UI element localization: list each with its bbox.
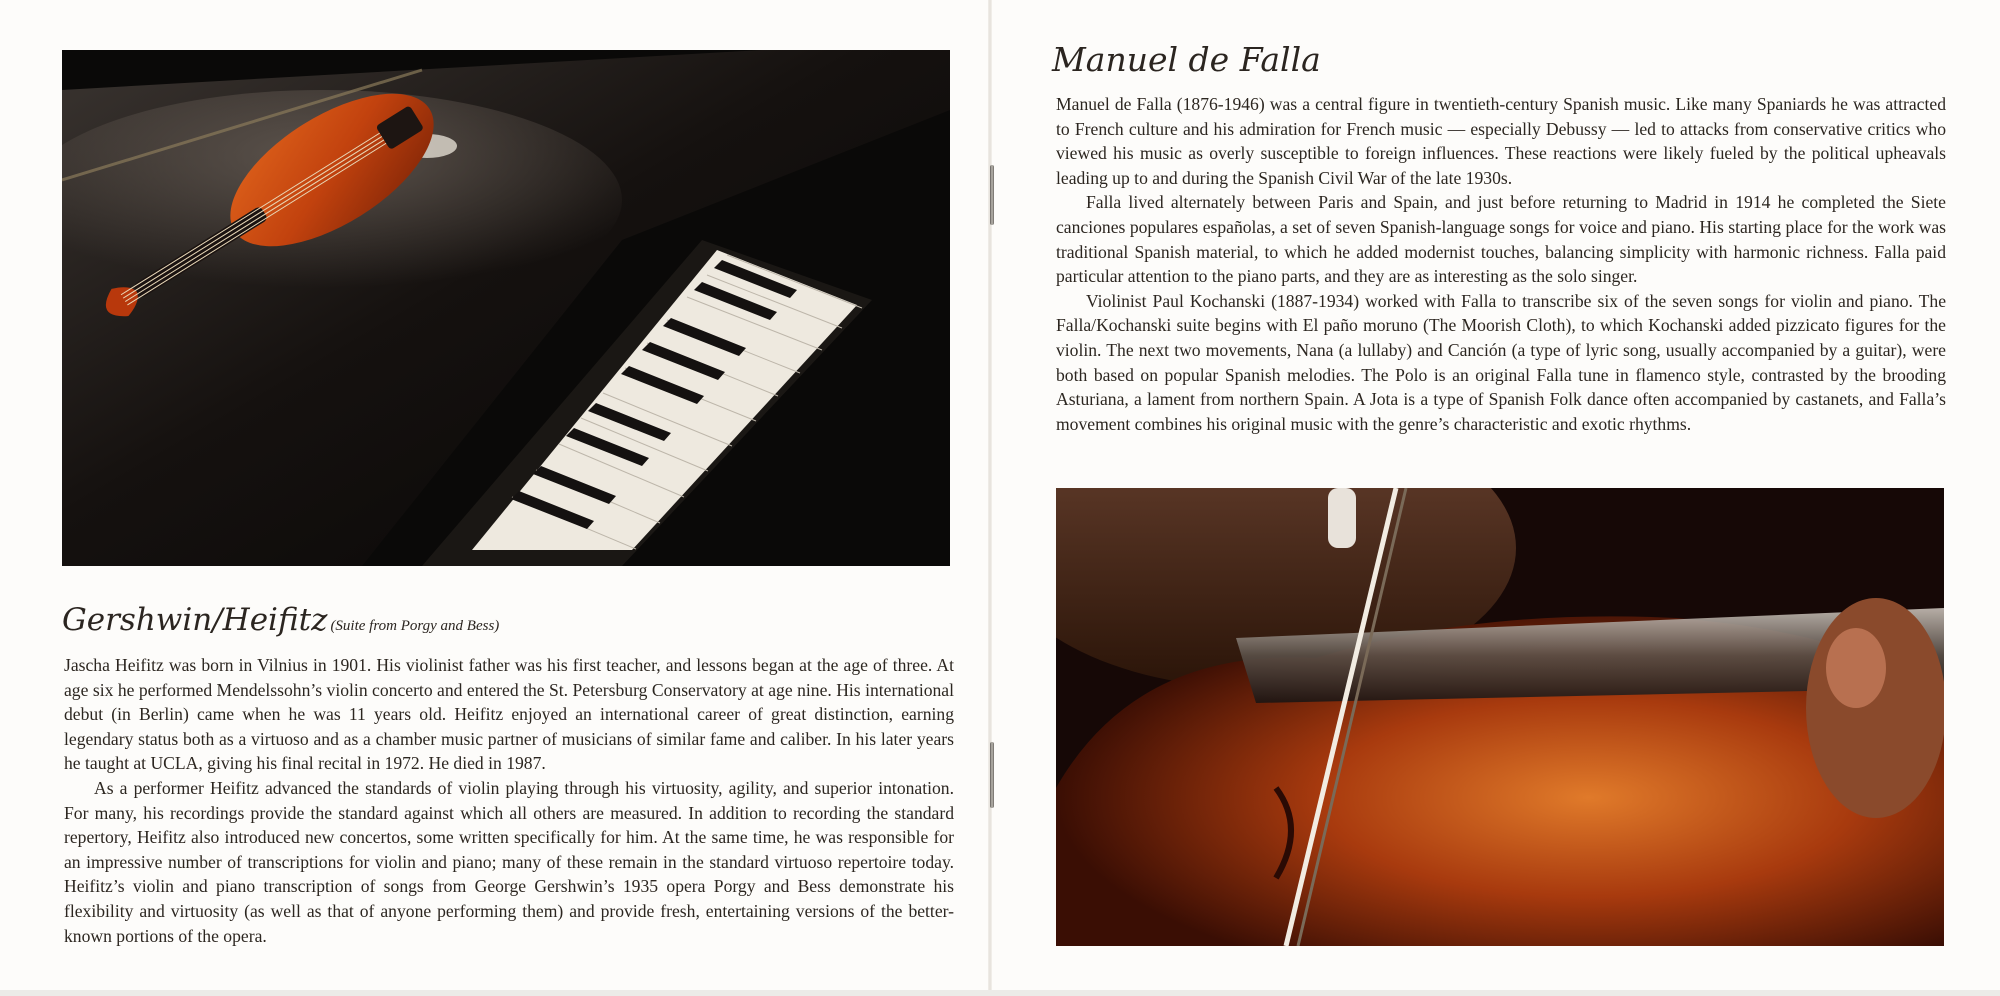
falla-paragraph-1: Manuel de Falla (1876-1946) was a central figure in twentieth-century Spanish music. Like many Spaniards he was attracted to French culture and his admiration for French music — especially Debussy — led to attacks from conservative critics who viewed his music as overly susceptible to foreign influences. These reactions were likely fueled by the political upheavals leading up to and during the Spanish Civil War of the late 1930s. [1056, 94, 1946, 188]
gershwin-subtitle: (Suite from Porgy and Bess) [330, 618, 500, 634]
gershwin-body [64, 653, 954, 948]
violinist-playing-photo [1056, 488, 1944, 946]
gershwin-paragraph-1: Jascha Heifitz was born in Vilnius in 1901. His violinist father was his first teacher, and lessons began at the age of three. At age six he performed Mendelssohn’s violin concerto and entered the St. Petersburg Conservatory at age nine. His international debut (in Berlin) came when he was 11 years old. Heifitz enjoyed an international career of great distinction, earning legendary status both as a virtuoso and as a chamber music partner of musicians of similar fame and caliber. In his later years he taught at UCLA, giving his final recital in 1972. He died in 1987. [64, 655, 954, 774]
falla-paragraph-3: Violinist Paul Kochanski (1887-1934) worked with Falla to transcribe six of the seven songs for violin and piano. The Falla/Kochanski suite begins with El paño moruno (The Moorish Cloth), to which Kochanski added pizzicato figures for the violin. The next two movements, Nana (a lullaby) and Canción (a type of lyric song, usually accompanied by a guitar), were both based on popular Spanish melodies. The Polo is an original Falla tune in flamenco style, contrasted by the brooding Asturiana, a lament from northern Spain. A Jota is a type of Spanish Folk dance often accompanied by castanets, and Falla’s movement combines his original music with the genre’s characteristic and exotic rhythms. [1056, 290, 1946, 434]
falla-paragraph-2: Falla lived alternately between Paris and Spain, and just before returning to Madrid in 1914 he completed the Siete canciones populares españolas, a set of seven Spanish-language songs for voice and piano. His starting place for the work was traditional Spanish material, to which he added modernist touches, balancing simplicity with harmonic richness. Falla paid particular attention to the piano parts, and they are as interesting as the solo singer. [1056, 192, 1946, 287]
falla-body [1056, 92, 1946, 436]
violin-on-piano-photo [62, 50, 950, 566]
staple-top [990, 165, 994, 225]
page-bottom-edge [0, 990, 2000, 996]
falla-heading: Manuel de Falla [1052, 40, 1321, 79]
staple-bottom [990, 742, 994, 808]
gershwin-paragraph-2: As a performer Heifitz advanced the standards of violin playing through his virtuosity, agility, and superior intonation. For many, his recordings provide the standard against which all others are measured. In addition to recording the standard repertory, Heifitz also introduced new concertos, some written specifically for him. At the same time, he was responsible for an impressive number of transcriptions for violin and piano; many of these remain in the standard virtuoso repertoire today. Heifitz’s violin and piano transcription of songs from George Gershwin’s 1935 opera Porgy and Bess demonstrate his flexibility and virtuosity (as well as that of anyone performing them) and provide fresh, entertaining versions of the better-known portions of the opera. [64, 777, 954, 946]
gershwin-title: Gershwin/Heifitz [62, 602, 328, 638]
gershwin-heading [62, 602, 499, 638]
booklet-fold [988, 0, 992, 996]
